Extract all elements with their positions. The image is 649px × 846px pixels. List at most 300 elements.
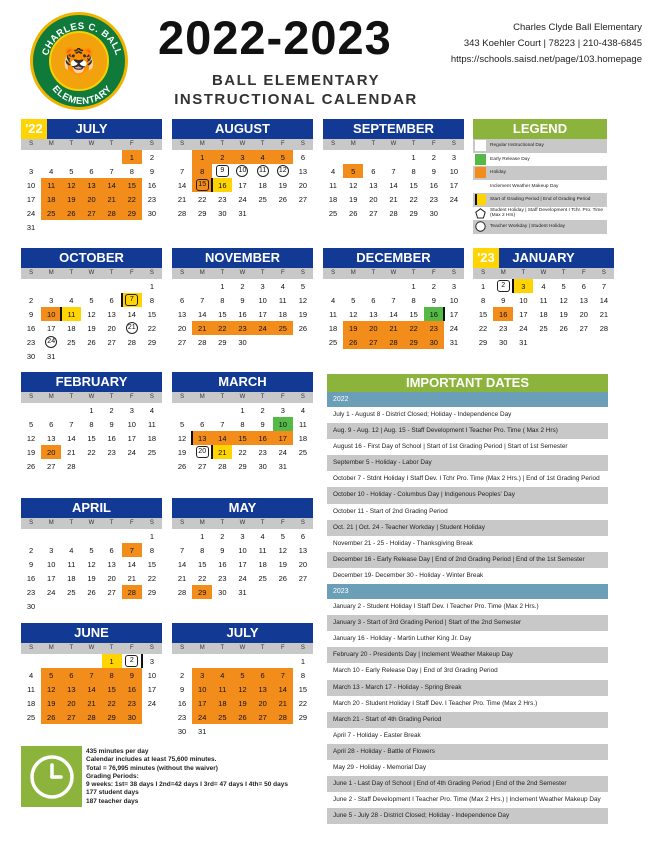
day-cell: 8 bbox=[220, 295, 225, 305]
year-tag: '22 bbox=[21, 119, 47, 139]
day-cell: 1 bbox=[240, 405, 245, 415]
day-cell: 7 bbox=[122, 293, 142, 307]
day-cell: 26 bbox=[61, 206, 81, 220]
day-cell: 19 bbox=[41, 696, 61, 710]
minutes-line: 187 teacher days bbox=[86, 797, 139, 805]
day-cell: 30 bbox=[258, 461, 267, 471]
day-cell: 28 bbox=[198, 337, 207, 347]
day-cell: 20 bbox=[192, 445, 212, 459]
day-cell: 9 bbox=[109, 419, 114, 429]
day-cell: 13 bbox=[47, 433, 56, 443]
tiger-face-icon: 🐯 bbox=[62, 46, 96, 76]
important-date-item: Aug. 9 - Aug. 12 | Aug. 15 - Staff Development I Teacher Pro. Time ( Max 2 Hrs) bbox=[327, 423, 608, 439]
day-cell: 10 bbox=[192, 682, 212, 696]
day-cell: 8 bbox=[149, 295, 154, 305]
weekday-label: T bbox=[260, 394, 265, 400]
minutes-line: Grading Periods: bbox=[86, 772, 139, 780]
day-grid bbox=[172, 279, 313, 349]
day-cell: 10 bbox=[147, 670, 157, 680]
day-cell: 23 bbox=[147, 194, 157, 204]
month-name: MAY bbox=[228, 500, 257, 515]
day-cell: 13 bbox=[61, 682, 81, 696]
day-cell: 16 bbox=[212, 178, 232, 192]
weekday-label: T bbox=[220, 645, 225, 651]
day-cell: 25 bbox=[258, 194, 267, 204]
minutes-line: 177 student days bbox=[86, 789, 139, 797]
day-cell: 2 bbox=[109, 405, 114, 415]
day-cell: 15 bbox=[147, 309, 157, 319]
empty-cell bbox=[323, 279, 343, 293]
important-date-item: December 16 - Early Release Day | End of 2nd Grading Period | End of the 1st Semester bbox=[327, 552, 608, 568]
day-cell: 1 bbox=[411, 281, 416, 291]
day-cell: 29 bbox=[218, 337, 227, 347]
day-cell: 31 bbox=[238, 587, 247, 597]
day-cell: 8 bbox=[129, 166, 134, 176]
day-cell: 18 bbox=[258, 559, 267, 569]
day-cell: 12 bbox=[349, 309, 358, 319]
legend-item bbox=[473, 193, 607, 207]
day-cell: 20 bbox=[177, 323, 187, 333]
year-heading: 2023 bbox=[327, 584, 608, 599]
day-cell: 20 bbox=[61, 696, 81, 710]
empty-cell bbox=[41, 150, 61, 164]
minutes-line: 9 weeks: 1st= 38 days I 2nd=42 days I 3rd= 47 days I 4th= 50 days bbox=[86, 781, 288, 789]
day-cell: 29 bbox=[478, 337, 488, 347]
day-cell: 7 bbox=[109, 166, 114, 176]
day-cell: 8 bbox=[200, 545, 205, 555]
day-cell: 16 bbox=[177, 698, 187, 708]
day-cell: 23 bbox=[26, 587, 36, 597]
empty-cell bbox=[41, 654, 61, 668]
legend bbox=[473, 119, 607, 234]
day-cell: 21 bbox=[122, 321, 142, 335]
day-cell: 12 bbox=[273, 164, 293, 178]
day-cell: 15 bbox=[192, 178, 212, 192]
day-cell: 25 bbox=[26, 712, 36, 722]
legend-label: Teacher Workday | Student Holiday bbox=[490, 224, 566, 230]
day-cell: 14 bbox=[177, 559, 187, 569]
weekday-label: M bbox=[48, 141, 54, 147]
day-cell: 30 bbox=[122, 710, 142, 724]
day-cell: 2 bbox=[493, 279, 513, 293]
weekday-label: T bbox=[260, 141, 265, 147]
day-cell: 6 bbox=[200, 419, 205, 429]
minutes-line: Calendar includes at least 75,600 minutes. bbox=[86, 756, 217, 764]
day-cell: 4 bbox=[260, 531, 265, 541]
day-cell: 11 bbox=[258, 545, 267, 555]
day-cell: 1 bbox=[200, 531, 205, 541]
day-cell: 1 bbox=[89, 405, 94, 415]
weekday-label: S bbox=[451, 270, 456, 276]
legend-swatch bbox=[475, 221, 486, 232]
day-cell: 2 bbox=[28, 295, 34, 305]
weekday-label: T bbox=[109, 394, 114, 400]
day-cell: 28 bbox=[599, 323, 609, 333]
legend-swatch bbox=[475, 194, 486, 205]
weekday-label: S bbox=[180, 141, 185, 147]
day-cell: 3 bbox=[240, 531, 245, 541]
weekday-label: W bbox=[88, 270, 95, 276]
day-grid bbox=[21, 150, 162, 234]
day-cell: 11 bbox=[27, 684, 35, 694]
day-cell: 29 bbox=[409, 208, 418, 218]
weekday-label: S bbox=[331, 270, 336, 276]
day-cell: 15 bbox=[218, 309, 227, 319]
day-cell: 16 bbox=[424, 307, 444, 321]
day-cell: 22 bbox=[478, 323, 488, 333]
day-cell: 12 bbox=[41, 682, 61, 696]
day-cell: 12 bbox=[559, 295, 568, 305]
day-cell: 27 bbox=[363, 335, 383, 349]
empty-cell bbox=[21, 279, 41, 293]
empty-cell bbox=[41, 403, 61, 417]
weekday-label: S bbox=[180, 394, 185, 400]
empty-cell bbox=[81, 654, 101, 668]
day-cell: 8 bbox=[480, 295, 486, 305]
empty-cell bbox=[172, 279, 192, 293]
empty-cell bbox=[232, 654, 252, 668]
contact-url[interactable]: https://schools.saisd.net/page/103.homepage bbox=[450, 54, 642, 65]
day-cell: 15 bbox=[198, 559, 207, 569]
empty-cell bbox=[273, 654, 293, 668]
day-cell: 30 bbox=[26, 601, 36, 611]
day-cell: 13 bbox=[579, 295, 588, 305]
day-cell: 1 bbox=[411, 152, 416, 162]
legend-swatch bbox=[475, 167, 486, 178]
day-cell: 29 bbox=[192, 585, 212, 599]
weekday-label: F bbox=[129, 270, 134, 276]
day-cell: 14 bbox=[177, 180, 187, 190]
day-cell: 3 bbox=[280, 405, 285, 415]
month-header bbox=[21, 372, 162, 392]
empty-cell bbox=[383, 279, 403, 293]
day-cell: 29 bbox=[122, 206, 142, 220]
day-cell: 24 bbox=[238, 194, 247, 204]
empty-cell bbox=[172, 529, 192, 543]
day-cell: 10 bbox=[449, 295, 459, 305]
month-header bbox=[21, 119, 162, 139]
empty-cell bbox=[21, 403, 41, 417]
important-date-item: May 29 - Holiday - Memorial Day bbox=[333, 763, 427, 771]
weekday-label: W bbox=[239, 141, 246, 147]
day-cell: 20 bbox=[81, 192, 101, 206]
day-cell: 21 bbox=[273, 696, 293, 710]
day-cell: 6 bbox=[179, 295, 185, 305]
weekday-label: T bbox=[109, 645, 114, 651]
weekday-label: T bbox=[109, 270, 114, 276]
day-cell: 17 bbox=[449, 180, 459, 190]
month-name: JUNE bbox=[74, 625, 109, 640]
day-cell: 17 bbox=[238, 180, 247, 190]
day-cell: 15 bbox=[409, 309, 418, 319]
day-cell: 31 bbox=[449, 337, 459, 347]
day-cell: 15 bbox=[122, 178, 142, 192]
weekday-label: T bbox=[260, 270, 265, 276]
empty-cell bbox=[192, 403, 212, 417]
day-cell: 11 bbox=[212, 682, 232, 696]
weekday-label: W bbox=[88, 645, 95, 651]
month-may bbox=[172, 498, 313, 599]
month-name: DECEMBER bbox=[356, 250, 431, 265]
weekday-header bbox=[21, 392, 162, 403]
weekday-label: T bbox=[411, 270, 416, 276]
weekday-label: W bbox=[390, 270, 397, 276]
day-cell: 30 bbox=[218, 587, 227, 597]
month-october bbox=[21, 248, 162, 363]
day-cell: 19 bbox=[26, 447, 36, 457]
day-cell: 20 bbox=[107, 573, 116, 583]
day-cell: 17 bbox=[192, 696, 212, 710]
empty-cell bbox=[122, 279, 142, 293]
day-cell: 26 bbox=[298, 323, 308, 333]
day-cell: 13 bbox=[369, 180, 378, 190]
day-cell: 27 bbox=[253, 710, 273, 724]
important-date-item: August 16 - First Day of School | Start of 1st Grading Period | Start of 1st Semester bbox=[333, 443, 568, 451]
day-cell: 29 bbox=[238, 461, 247, 471]
day-cell: 23 bbox=[232, 321, 252, 335]
day-cell: 22 bbox=[102, 696, 122, 710]
month-header bbox=[172, 248, 313, 268]
weekday-header bbox=[172, 643, 313, 654]
day-grid bbox=[473, 279, 614, 349]
school-logo bbox=[30, 12, 128, 110]
day-cell: 11 bbox=[539, 295, 548, 305]
weekday-header bbox=[21, 518, 162, 529]
day-cell: 31 bbox=[198, 726, 207, 736]
day-cell: 25 bbox=[212, 710, 232, 724]
day-cell: 11 bbox=[299, 419, 307, 429]
day-cell: 21 bbox=[389, 194, 398, 204]
day-cell: 26 bbox=[559, 323, 568, 333]
day-cell: 31 bbox=[26, 222, 36, 232]
day-cell: 23 bbox=[218, 573, 227, 583]
empty-cell bbox=[192, 279, 212, 293]
legend-items bbox=[473, 139, 607, 234]
day-cell: 19 bbox=[278, 559, 287, 569]
legend-title: LEGEND bbox=[473, 119, 607, 139]
day-cell: 3 bbox=[260, 281, 265, 291]
weekday-label: F bbox=[581, 270, 586, 276]
day-cell: 3 bbox=[129, 405, 134, 415]
minutes-summary bbox=[86, 748, 316, 806]
day-cell: 19 bbox=[87, 573, 96, 583]
day-cell: 21 bbox=[102, 192, 122, 206]
day-cell: 15 bbox=[478, 309, 488, 319]
empty-cell bbox=[122, 529, 142, 543]
day-cell: 22 bbox=[212, 321, 232, 335]
day-cell: 14 bbox=[102, 178, 122, 192]
day-cell: 14 bbox=[127, 309, 136, 319]
day-cell: 21 bbox=[212, 445, 232, 459]
day-cell: 20 bbox=[298, 180, 308, 190]
month-header bbox=[21, 498, 162, 518]
day-cell: 4 bbox=[330, 295, 336, 305]
weekday-label: F bbox=[129, 520, 134, 526]
day-cell: 18 bbox=[328, 194, 338, 204]
month-november bbox=[172, 248, 313, 349]
weekday-label: F bbox=[129, 394, 134, 400]
day-cell: 26 bbox=[41, 710, 61, 724]
empty-cell bbox=[192, 654, 212, 668]
day-cell: 5 bbox=[280, 531, 285, 541]
important-date-item: Oct. 21 | Oct. 24 - Teacher Workday | Student Holiday bbox=[327, 520, 608, 536]
weekday-label: W bbox=[239, 394, 246, 400]
day-cell: 17 bbox=[47, 323, 56, 333]
weekday-header bbox=[21, 268, 162, 279]
day-cell: 18 bbox=[298, 433, 308, 443]
legend-swatch bbox=[475, 140, 486, 151]
day-cell: 13 bbox=[253, 682, 273, 696]
day-cell: 10 bbox=[232, 164, 252, 178]
important-date-item: February 20 - Presidents Day | Inclement Weather Makeup Day bbox=[327, 647, 608, 663]
empty-cell bbox=[41, 279, 61, 293]
empty-cell bbox=[323, 150, 343, 164]
day-cell: 24 bbox=[147, 698, 157, 708]
legend-item bbox=[473, 139, 607, 153]
weekday-label: T bbox=[260, 520, 265, 526]
month-name: AUGUST bbox=[215, 121, 270, 136]
day-cell: 19 bbox=[232, 696, 252, 710]
day-cell: 23 bbox=[258, 447, 267, 457]
day-cell: 28 bbox=[102, 206, 122, 220]
day-cell: 10 bbox=[273, 417, 293, 431]
empty-cell bbox=[363, 279, 383, 293]
important-dates-title: IMPORTANT DATES bbox=[327, 374, 608, 392]
day-cell: 22 bbox=[238, 447, 247, 457]
day-cell: 3 bbox=[232, 150, 252, 164]
day-cell: 6 bbox=[109, 545, 114, 555]
day-cell: 1 bbox=[192, 150, 212, 164]
weekday-label: S bbox=[300, 270, 305, 276]
day-cell: 2 bbox=[149, 152, 154, 162]
day-cell: 20 bbox=[107, 323, 116, 333]
day-cell: 30 bbox=[218, 208, 227, 218]
weekday-label: W bbox=[88, 520, 95, 526]
empty-cell bbox=[102, 279, 122, 293]
legend-item bbox=[473, 220, 607, 234]
day-cell: 11 bbox=[148, 419, 156, 429]
month-march bbox=[172, 372, 313, 473]
day-cell: 12 bbox=[278, 545, 287, 555]
day-cell: 20 bbox=[579, 309, 588, 319]
day-cell: 13 bbox=[81, 178, 101, 192]
day-cell: 1 bbox=[220, 281, 225, 291]
day-cell: 17 bbox=[258, 309, 267, 319]
day-cell: 5 bbox=[89, 295, 94, 305]
important-date-item: March 10 - Early Release Day | End of 3rd Grading Period bbox=[333, 667, 498, 675]
day-cell: 23 bbox=[424, 321, 444, 335]
day-cell: 23 bbox=[107, 447, 116, 457]
day-cell: 12 bbox=[349, 180, 358, 190]
day-cell: 18 bbox=[278, 309, 287, 319]
day-cell: 10 bbox=[41, 307, 61, 321]
day-cell: 23 bbox=[499, 323, 508, 333]
month-header bbox=[172, 623, 313, 643]
weekday-label: S bbox=[29, 520, 34, 526]
day-cell: 28 bbox=[177, 587, 187, 597]
day-cell: 4 bbox=[253, 150, 273, 164]
day-cell: 25 bbox=[539, 323, 548, 333]
day-cell: 17 bbox=[47, 573, 56, 583]
empty-cell bbox=[102, 529, 122, 543]
day-cell: 4 bbox=[212, 668, 232, 682]
day-grid bbox=[21, 654, 162, 724]
day-cell: 5 bbox=[343, 164, 363, 178]
day-cell: 29 bbox=[298, 712, 308, 722]
day-cell: 22 bbox=[409, 194, 418, 204]
month-june bbox=[21, 623, 162, 724]
month-april bbox=[21, 498, 162, 613]
day-cell: 2 bbox=[240, 281, 245, 291]
legend-label: Student Holiday | Staff Development I Tchr. Pro. Time (Max 2 Hrs) bbox=[490, 208, 604, 219]
day-cell: 15 bbox=[102, 682, 122, 696]
minutes-line: 435 minutes per day bbox=[86, 748, 149, 755]
empty-cell bbox=[172, 150, 192, 164]
weekday-label: F bbox=[280, 645, 285, 651]
month-name: NOVEMBER bbox=[204, 250, 281, 265]
day-cell: 6 bbox=[300, 531, 305, 541]
day-cell: 18 bbox=[258, 180, 267, 190]
day-cell: 17 bbox=[519, 309, 528, 319]
day-cell: 4 bbox=[280, 281, 285, 291]
day-cell: 3 bbox=[451, 152, 456, 162]
important-date-item: December 19- December 30 - Holiday - Winter Break bbox=[333, 571, 484, 579]
weekday-label: S bbox=[300, 645, 305, 651]
day-cell: 5 bbox=[28, 419, 34, 429]
weekday-label: T bbox=[371, 141, 376, 147]
day-cell: 28 bbox=[218, 461, 227, 471]
legend-label: Regular Instructional Day bbox=[490, 143, 544, 149]
weekday-label: S bbox=[29, 394, 34, 400]
weekday-label: T bbox=[220, 270, 225, 276]
day-cell: 26 bbox=[278, 194, 287, 204]
weekday-label: F bbox=[280, 141, 285, 147]
day-cell: 2 bbox=[212, 150, 232, 164]
day-cell: 8 bbox=[411, 166, 416, 176]
day-grid bbox=[21, 529, 162, 613]
day-cell: 17 bbox=[127, 433, 136, 443]
legend-label: Early Release Day bbox=[490, 156, 530, 162]
month-july-2023 bbox=[172, 623, 313, 738]
day-cell: 4 bbox=[28, 670, 34, 680]
weekday-header bbox=[473, 268, 614, 279]
day-cell: 18 bbox=[67, 573, 76, 583]
weekday-label: S bbox=[149, 394, 154, 400]
empty-cell bbox=[172, 403, 192, 417]
weekday-label: T bbox=[561, 270, 566, 276]
day-cell: 30 bbox=[429, 208, 438, 218]
weekday-label: S bbox=[180, 520, 185, 526]
day-cell: 2 bbox=[122, 654, 142, 668]
day-cell: 28 bbox=[122, 585, 142, 599]
day-cell: 10 bbox=[258, 295, 267, 305]
weekday-label: W bbox=[239, 270, 246, 276]
empty-cell bbox=[343, 279, 363, 293]
day-cell: 6 bbox=[109, 295, 114, 305]
day-cell: 24 bbox=[449, 323, 459, 333]
day-cell: 14 bbox=[198, 309, 207, 319]
weekday-label: M bbox=[48, 270, 54, 276]
weekday-label: S bbox=[331, 141, 336, 147]
day-cell: 11 bbox=[278, 295, 287, 305]
day-cell: 25 bbox=[273, 321, 293, 335]
day-cell: 24 bbox=[192, 710, 212, 724]
weekday-label: M bbox=[199, 141, 205, 147]
day-cell: 28 bbox=[177, 208, 187, 218]
day-cell: 28 bbox=[383, 335, 403, 349]
day-cell: 31 bbox=[238, 208, 247, 218]
day-cell: 26 bbox=[87, 337, 96, 347]
